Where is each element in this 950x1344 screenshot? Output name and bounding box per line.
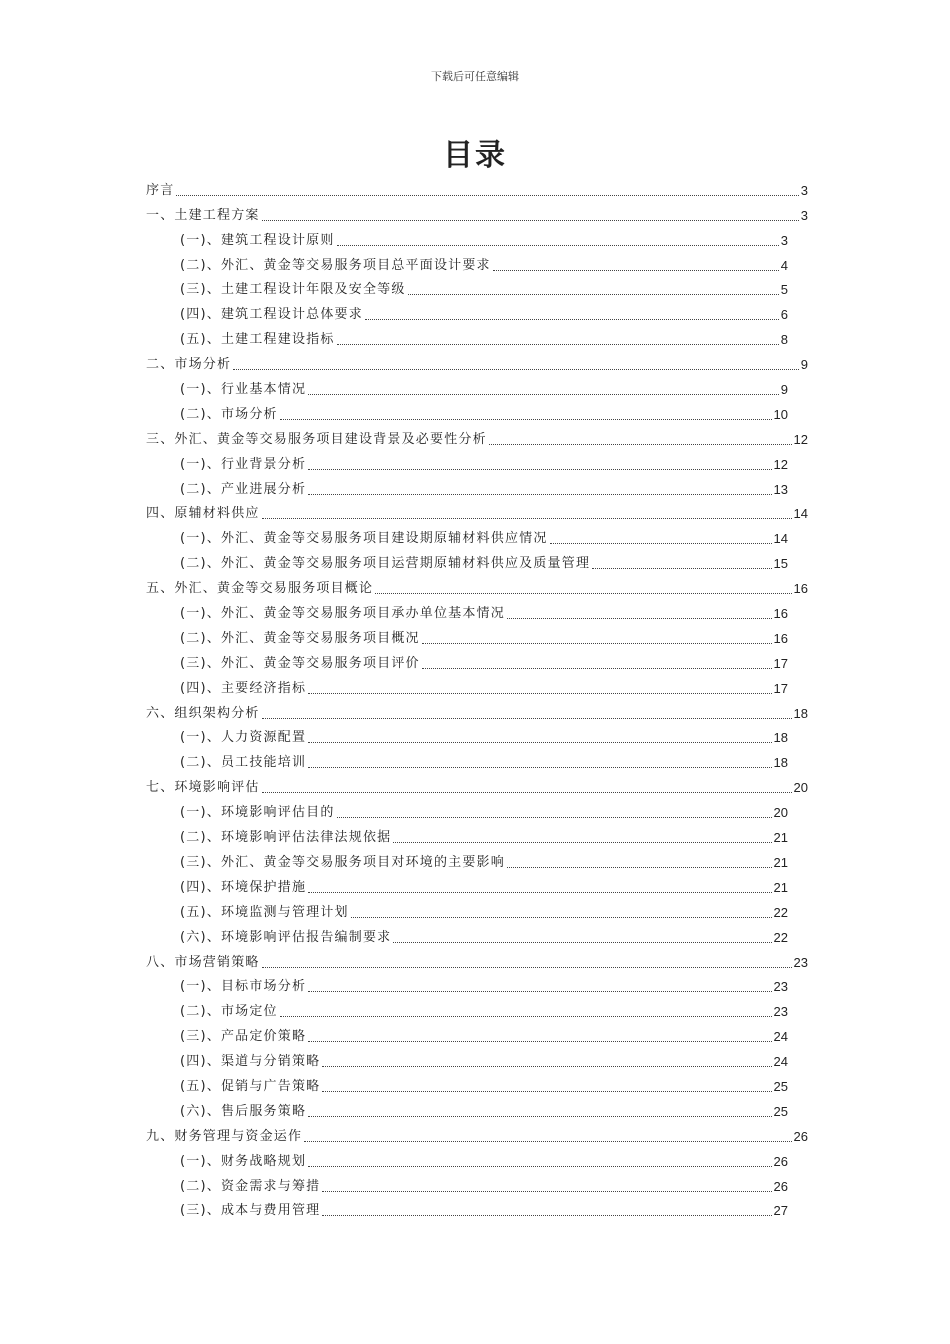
toc-entry-title: 八、市场营销策略 — [146, 954, 260, 970]
dot-leader — [322, 1191, 771, 1192]
toc-entry[interactable] — [146, 674, 808, 699]
toc-entry[interactable] — [146, 873, 808, 898]
toc-entry[interactable] — [146, 201, 808, 226]
table-of-contents — [146, 176, 808, 1221]
dot-leader — [280, 419, 772, 420]
toc-entry-page-number: 22 — [773, 929, 788, 945]
toc-entry-title: (一)、人力资源配置 — [180, 730, 307, 746]
toc-entry-page-number: 25 — [773, 1103, 788, 1119]
toc-entry-title: (一)、外汇、黄金等交易服务项目承办单位基本情况 — [180, 606, 505, 622]
toc-entry[interactable] — [146, 549, 808, 574]
dot-leader — [337, 344, 779, 345]
toc-entry-page-number: 15 — [773, 556, 788, 572]
dot-leader — [176, 195, 798, 196]
dot-leader — [280, 1016, 772, 1017]
dot-leader — [308, 693, 771, 694]
toc-entry-page-number: 13 — [773, 481, 788, 497]
toc-entry-page-number: 14 — [793, 506, 808, 522]
dot-leader — [308, 991, 771, 992]
toc-entry-title: (二)、环境影响评估法律法规依据 — [180, 830, 392, 846]
toc-entry-page-number: 9 — [780, 382, 788, 398]
dot-leader — [493, 270, 779, 271]
dot-leader — [308, 394, 779, 395]
toc-entry-title: (二)、产业进展分析 — [180, 481, 307, 497]
dot-leader — [408, 294, 779, 295]
dot-leader — [308, 1166, 771, 1167]
toc-entry-title: (一)、外汇、黄金等交易服务项目建设期原辅材料供应情况 — [180, 531, 548, 547]
toc-entry[interactable] — [146, 798, 808, 823]
toc-entry-page-number: 23 — [793, 954, 808, 970]
toc-entry-page-number: 25 — [773, 1078, 788, 1094]
dot-leader — [550, 543, 772, 544]
toc-entry-title: (二)、市场分析 — [180, 406, 278, 422]
dot-leader — [308, 767, 771, 768]
dot-leader — [592, 568, 771, 569]
toc-entry-title: (一)、目标市场分析 — [180, 979, 307, 995]
toc-entry-title: 序言 — [146, 182, 175, 198]
toc-entry-title: (四)、环境保护措施 — [180, 879, 307, 895]
toc-entry-page-number: 26 — [793, 1128, 808, 1144]
toc-entry-title: (五)、促销与广告策略 — [180, 1078, 321, 1094]
toc-entry[interactable] — [146, 1047, 808, 1072]
toc-entry[interactable] — [146, 375, 808, 400]
toc-entry-title: 六、组织架构分析 — [146, 705, 260, 721]
toc-entry-title: 二、市场分析 — [146, 357, 232, 373]
toc-entry[interactable] — [146, 1022, 808, 1047]
toc-entry-title: (二)、员工技能培训 — [180, 755, 307, 771]
dot-leader — [308, 1041, 771, 1042]
toc-entry-title: (一)、行业基本情况 — [180, 382, 307, 398]
toc-entry-page-number: 21 — [773, 830, 788, 846]
toc-entry-page-number: 16 — [773, 630, 788, 646]
toc-entry-title: (一)、行业背景分析 — [180, 456, 307, 472]
toc-entry-title: 一、土建工程方案 — [146, 207, 260, 223]
toc-entry-page-number: 20 — [773, 805, 788, 821]
toc-entry-page-number: 27 — [773, 1203, 788, 1219]
toc-entry[interactable] — [146, 1147, 808, 1172]
toc-entry-page-number: 14 — [773, 531, 788, 547]
toc-entry[interactable] — [146, 973, 808, 998]
toc-entry[interactable] — [146, 724, 808, 749]
toc-entry-page-number: 10 — [773, 406, 788, 422]
toc-entry-page-number: 21 — [773, 879, 788, 895]
toc-entry[interactable] — [146, 823, 808, 848]
toc-entry[interactable] — [146, 1197, 808, 1222]
toc-entry[interactable] — [146, 649, 808, 674]
toc-entry-title: (一)、财务战略规划 — [180, 1153, 307, 1169]
toc-entry-page-number: 23 — [773, 979, 788, 995]
toc-entry-page-number: 9 — [800, 357, 808, 373]
toc-entry[interactable] — [146, 1172, 808, 1197]
dot-leader — [308, 892, 771, 893]
toc-entry-page-number: 24 — [773, 1054, 788, 1070]
toc-entry-title: (三)、外汇、黄金等交易服务项目评价 — [180, 655, 420, 671]
toc-entry-page-number: 12 — [793, 431, 808, 447]
toc-entry-title: (四)、渠道与分销策略 — [180, 1054, 321, 1070]
page-title: 目录 — [443, 138, 507, 173]
dot-leader — [365, 319, 779, 320]
dot-leader — [393, 842, 771, 843]
dot-leader — [308, 742, 771, 743]
dot-leader — [322, 1066, 771, 1067]
dot-leader — [422, 668, 772, 669]
dot-leader — [489, 444, 792, 445]
dot-leader — [308, 494, 771, 495]
toc-entry-title: 九、财务管理与资金运作 — [146, 1128, 303, 1144]
toc-entry-page-number: 3 — [800, 182, 808, 198]
toc-entry-page-number: 6 — [780, 307, 788, 323]
toc-entry[interactable] — [146, 848, 808, 873]
toc-entry-page-number: 18 — [773, 730, 788, 746]
toc-entry-page-number: 5 — [780, 282, 788, 298]
toc-entry-page-number: 12 — [773, 456, 788, 472]
toc-entry-page-number: 16 — [773, 606, 788, 622]
toc-entry[interactable] — [146, 1097, 808, 1122]
toc-entry-page-number: 24 — [773, 1029, 788, 1045]
dot-leader — [337, 817, 772, 818]
dot-leader — [351, 917, 772, 918]
dot-leader — [422, 643, 772, 644]
toc-entry[interactable] — [146, 624, 808, 649]
toc-entry[interactable] — [146, 475, 808, 500]
toc-entry[interactable] — [146, 425, 808, 450]
toc-entry[interactable] — [146, 1122, 808, 1147]
toc-entry[interactable] — [146, 450, 808, 475]
toc-entry-title: (二)、市场定位 — [180, 1004, 278, 1020]
toc-entry-page-number: 3 — [800, 207, 808, 223]
toc-entry-title: (二)、外汇、黄金等交易服务项目运营期原辅材料供应及质量管理 — [180, 556, 591, 572]
dot-leader — [308, 469, 771, 470]
dot-leader — [304, 1141, 791, 1142]
toc-entry-title: (六)、环境影响评估报告编制要求 — [180, 929, 392, 945]
toc-entry[interactable] — [146, 748, 808, 773]
toc-entry-page-number: 23 — [773, 1004, 788, 1020]
dot-leader — [322, 1215, 771, 1216]
toc-entry-page-number: 20 — [793, 780, 808, 796]
toc-entry-title: (六)、售后服务策略 — [180, 1103, 307, 1119]
dot-leader — [322, 1091, 771, 1092]
toc-entry-title: (四)、主要经济指标 — [180, 680, 307, 696]
toc-entry-page-number: 3 — [780, 232, 788, 248]
toc-entry-page-number: 18 — [773, 755, 788, 771]
dot-leader — [262, 220, 799, 221]
toc-entry[interactable] — [146, 997, 808, 1022]
toc-entry-title: (一)、建筑工程设计原则 — [180, 232, 335, 248]
dot-leader — [262, 518, 792, 519]
dot-leader — [337, 245, 779, 246]
toc-entry-title: (三)、外汇、黄金等交易服务项目对环境的主要影响 — [180, 854, 505, 870]
toc-entry[interactable] — [146, 251, 808, 276]
dot-leader — [375, 593, 791, 594]
toc-entry[interactable] — [146, 699, 808, 724]
toc-entry[interactable] — [146, 574, 808, 599]
toc-entry[interactable] — [146, 599, 808, 624]
toc-entry[interactable] — [146, 524, 808, 549]
toc-entry[interactable] — [146, 226, 808, 251]
toc-entry[interactable] — [146, 325, 808, 350]
toc-entry-page-number: 26 — [773, 1153, 788, 1169]
dot-leader — [393, 942, 771, 943]
toc-entry[interactable] — [146, 400, 808, 425]
toc-entry-page-number: 26 — [773, 1178, 788, 1194]
toc-entry[interactable] — [146, 898, 808, 923]
toc-entry-page-number: 16 — [793, 581, 808, 597]
toc-entry-title: (四)、建筑工程设计总体要求 — [180, 307, 363, 323]
toc-entry[interactable] — [146, 276, 808, 301]
toc-entry[interactable] — [146, 923, 808, 948]
dot-leader — [507, 618, 772, 619]
toc-entry[interactable] — [146, 176, 808, 201]
toc-entry[interactable] — [146, 500, 808, 525]
dot-leader — [262, 792, 792, 793]
dot-leader — [507, 867, 772, 868]
toc-entry[interactable] — [146, 1072, 808, 1097]
page-header: 下载后可任意编辑 — [431, 70, 519, 83]
toc-entry-title: (五)、环境监测与管理计划 — [180, 904, 349, 920]
toc-entry-title: (二)、外汇、黄金等交易服务项目概况 — [180, 630, 420, 646]
dot-leader — [308, 1116, 771, 1117]
toc-entry[interactable] — [146, 300, 808, 325]
dot-leader — [262, 967, 792, 968]
toc-entry-title: 四、原辅材料供应 — [146, 506, 260, 522]
toc-entry[interactable] — [146, 948, 808, 973]
toc-entry-page-number: 22 — [773, 904, 788, 920]
toc-entry-title: (三)、成本与费用管理 — [180, 1203, 321, 1219]
dot-leader — [262, 718, 792, 719]
toc-entry-title: (二)、资金需求与筹措 — [180, 1178, 321, 1194]
toc-entry[interactable] — [146, 350, 808, 375]
toc-entry-page-number: 17 — [773, 655, 788, 671]
dot-leader — [233, 369, 799, 370]
toc-entry-title: (五)、土建工程建设指标 — [180, 332, 335, 348]
toc-entry-title: (一)、环境影响评估目的 — [180, 805, 335, 821]
toc-entry[interactable] — [146, 773, 808, 798]
toc-entry-page-number: 21 — [773, 854, 788, 870]
toc-entry-title: 三、外汇、黄金等交易服务项目建设背景及必要性分析 — [146, 431, 487, 447]
toc-entry-page-number: 4 — [780, 257, 788, 273]
toc-entry-title: 五、外汇、黄金等交易服务项目概论 — [146, 581, 374, 597]
toc-entry-page-number: 17 — [773, 680, 788, 696]
toc-entry-page-number: 8 — [780, 332, 788, 348]
toc-entry-page-number: 18 — [793, 705, 808, 721]
toc-entry-title: (二)、外汇、黄金等交易服务项目总平面设计要求 — [180, 257, 491, 273]
toc-entry-title: (三)、产品定价策略 — [180, 1029, 307, 1045]
toc-entry-title: (三)、土建工程设计年限及安全等级 — [180, 282, 406, 298]
toc-entry-title: 七、环境影响评估 — [146, 780, 260, 796]
